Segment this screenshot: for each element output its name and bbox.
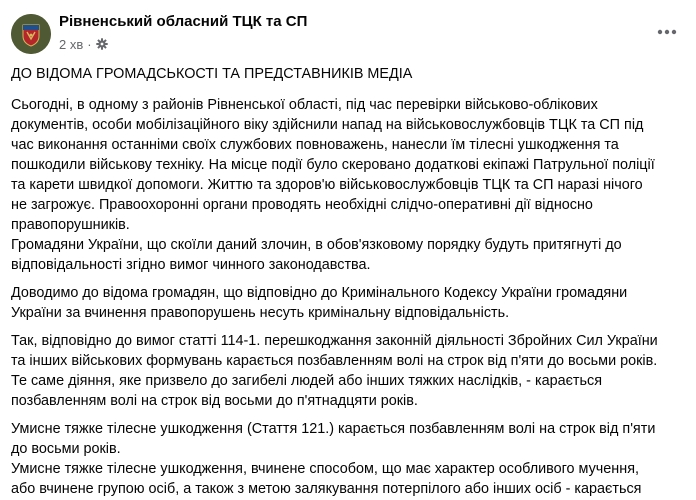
post-paragraph: Сьогодні, в одному з районів Рівненської області, під час перевірки військово-облікових документів, особи мобілізаційного віку здійснили напад на військовослужбовців ТЦК та СП під час виконання останніми своїх службових повноважень, нанесли їм тілесні ушкодження та пошкодили військову техніку. На місце події було скеровано додаткові екіпажі Патрульної поліції та карети швидкої допомоги. Життю та здоров'ю військовослужбовців ТЦК та СП наразі нічого не загрожує. Правоохоронні органи проводять необхідні слідчо-оперативні дії відносно правопорушників. Громадяни України, що скоїли даний злочин, в обов'язковому порядку будуть притягнуті до відповідальності згідно вимог чинного законодавства.	[11, 97, 655, 273]
post-paragraph: Доводимо до відома громадян, що відповідно до Кримінального Кодексу України громадяни України за вчинення правопорушень несуть кримінальну відповідальність.	[11, 285, 628, 321]
post-headline: ДО ВІДОМА ГРОМАДСЬКОСТІ ТА ПРЕДСТАВНИКІВ МЕДІА	[11, 66, 413, 82]
post-timestamp[interactable]: 2 хв	[59, 36, 84, 52]
post-meta	[59, 36, 108, 52]
post-text	[11, 64, 691, 499]
page-avatar[interactable]	[11, 14, 51, 54]
post-paragraph: Так, відповідно до вимог статті 114-1. перешкоджання законній діяльності Збройних Сил України та інших військових формувань карається позбавленням волі на строк від п'яти до восьми років. Те саме діяння, яке призвело до загибелі людей або інших тяжких наслідків, - карається позбавленням волі на строк від восьми до п'ятнадцяти років.	[11, 333, 658, 409]
more-options-button[interactable]	[653, 18, 681, 46]
page-name-link[interactable]: Рівненський обласний ТЦК та СП	[59, 13, 308, 30]
more-icon	[657, 29, 677, 35]
post-paragraph: Умисне тяжке тілесне ушкодження (Стаття 121.) карається позбавленням волі на строк від п'яти до восьми років. Умисне тяжке тілесне ушкодження, вчинене способом, що має характер особливого мучення, або вчинене групою осіб, а також з метою залякування потерпілого або інших осіб - карається	[11, 421, 656, 497]
meta-separator: ·	[87, 36, 92, 52]
emblem-icon	[11, 14, 51, 54]
gear-icon[interactable]	[96, 38, 108, 50]
post-header	[0, 0, 696, 60]
